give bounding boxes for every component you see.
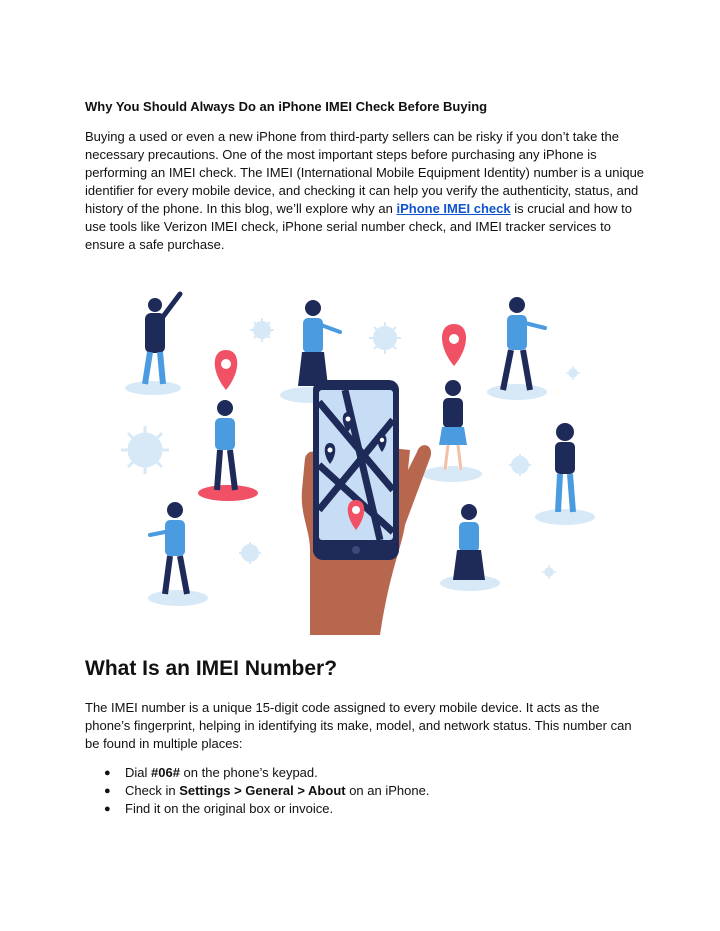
list-item-text: Dial [125, 765, 152, 780]
virus-icon [250, 318, 274, 342]
person-icon [298, 300, 340, 386]
person-icon [555, 423, 575, 512]
iphone-imei-check-link[interactable]: iPhone IMEI check [396, 201, 511, 216]
intro-text-part1: Buying a used or even a new iPhone from third-party sellers can be risky if you don’t take the necessary precautions. One of the most important steps before purchasing any iPhone is performing an IMEI check. The IMEI (International Mobile Equipment Identity) number is a unique identifier for every mobile device, and checking it can help you verify the authenticity, status, and history of the phone. In this blog, we’ll explore why an [85, 129, 645, 216]
section-title: Why You Should Always Do an iPhone IMEI Check Before Buying [85, 99, 488, 114]
person-icon [145, 294, 180, 384]
list-item [85, 782, 645, 800]
location-pin-icon [442, 324, 466, 366]
person-icon [453, 504, 485, 580]
person-icon [215, 400, 235, 490]
ground-shadow [535, 509, 595, 525]
list-item-bold: #06# [151, 765, 180, 780]
virus-icon [369, 322, 401, 354]
ground-shadow [487, 384, 547, 400]
virus-icon [239, 542, 261, 564]
virus-icon [542, 565, 556, 579]
list-item-text: Check in [125, 783, 180, 798]
imei-heading: What Is an IMEI Number? [85, 657, 338, 680]
intro-paragraph [85, 128, 645, 254]
smartphone-icon [313, 380, 399, 560]
intro-text-part2: is crucial and how to use tools like Verizon IMEI check, iPhone serial number check, and IMEI tracker services to ensure a safe purchase. [85, 201, 633, 252]
list-item [85, 800, 645, 818]
list-item-text: on the phone’s keypad. [179, 765, 318, 780]
imei-location-list [85, 764, 645, 818]
list-item-text: on an iPhone. [345, 783, 430, 798]
bullet-icon: ● [104, 767, 111, 779]
list-item-text: Find it on the original box or invoice. [125, 801, 334, 816]
virus-icon [121, 426, 169, 474]
person-icon [150, 502, 187, 594]
bullet-icon: ● [104, 803, 111, 815]
location-pin-icon [211, 320, 241, 390]
illustration-people-phone-map [105, 280, 605, 640]
ground-shadow [422, 466, 482, 482]
list-item-bold: Settings > General > About [179, 783, 346, 798]
bullet-icon: ● [104, 785, 111, 797]
list-item [85, 764, 645, 782]
ground-shadow [148, 590, 208, 606]
person-icon [439, 380, 467, 470]
person-icon [503, 297, 545, 390]
virus-icon [566, 366, 580, 380]
imei-paragraph: The IMEI number is a unique 15-digit code assigned to every mobile device. It acts as the phone’s fingerprint, helping in identifying its make, model, and network status. This number can be found in multiple places: [85, 700, 632, 751]
ground-shadow-red [198, 485, 258, 501]
virus-icon [509, 454, 531, 476]
ground-shadow [125, 381, 181, 395]
